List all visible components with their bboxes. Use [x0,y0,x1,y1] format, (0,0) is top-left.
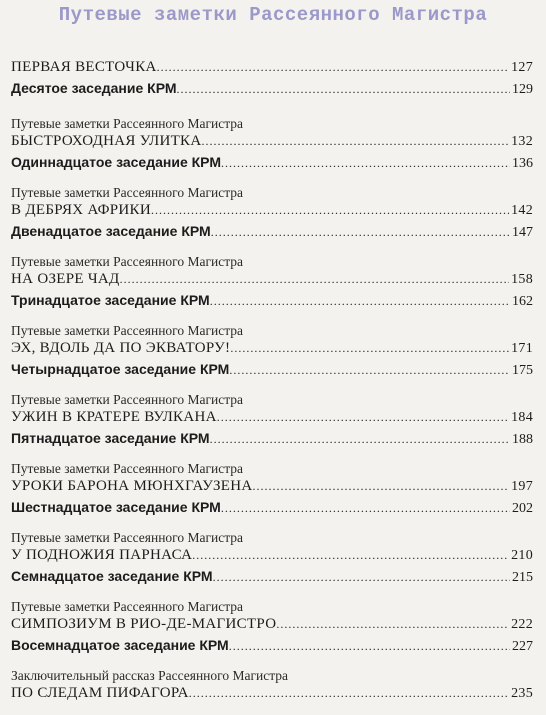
chapter-page-number: 197 [511,479,533,494]
session-title: Тринадцатое заседание КРМ [11,292,210,308]
chapter-row[interactable] [11,683,533,704]
dot-leader [221,498,510,518]
session-title: Шестнадцатое заседание КРМ [11,499,221,515]
chapter-page-number: 222 [511,617,533,632]
chapter-page-number: 142 [511,203,533,218]
session-row[interactable] [11,428,533,450]
session-page-number: 202 [512,501,533,516]
session-row[interactable] [11,221,533,243]
dot-leader [221,153,510,173]
session-title: Восемнадцатое заседание КРМ [11,637,229,653]
toc-entry [11,668,533,704]
chapter-row[interactable] [11,407,533,428]
dot-leader [210,291,510,311]
chapter-row[interactable] [11,476,533,497]
dot-leader [151,200,509,220]
session-page-number: 147 [512,225,533,240]
chapter-title: НА ОЗЕРЕ ЧАД [11,271,120,287]
session-page-number: 162 [512,294,533,309]
dot-leader [177,79,510,99]
chapter-title: В ДЕБРЯХ АФРИКИ [11,202,151,218]
chapter-title: ПЕРВАЯ ВЕСТОЧКА [11,59,157,75]
session-title: Одиннадцатое заседание КРМ [11,154,221,170]
session-title: Четырнадцатое заседание КРМ [11,361,230,377]
chapter-page-number: 235 [511,686,533,701]
chapter-title: ЭХ, ВДОЛЬ ДА ПО ЭКВАТОРУ! [11,340,231,356]
toc-subtitle: Путевые заметки Рассеянного Магистра [11,185,244,200]
dot-leader [189,683,509,703]
dot-leader [192,545,509,565]
chapter-page-number: 210 [511,548,533,563]
toc-subtitle: Путевые заметки Рассеянного Магистра [11,116,244,131]
session-page-number: 175 [512,363,533,378]
chapter-page-number: 184 [511,410,533,425]
chapter-title: УРОКИ БАРОНА МЮНХГАУЗЕНА [11,478,253,494]
chapter-page-number: 132 [511,134,533,149]
session-row[interactable] [11,635,533,657]
session-page-number: 136 [512,156,533,171]
session-page-number: 188 [512,432,533,447]
dot-leader [120,269,510,289]
session-row[interactable] [11,566,533,588]
session-title: Десятое заседание КРМ [11,80,177,96]
dot-leader [229,360,510,380]
session-title: Пятнадцатое заседание КРМ [11,430,210,446]
session-row[interactable] [11,359,533,381]
chapter-page-number: 171 [511,341,533,356]
dot-leader [202,131,510,151]
dot-leader [230,338,509,358]
toc-subtitle: Путевые заметки Рассеянного Магистра [11,323,244,338]
toc-entry [11,323,533,381]
chapter-row[interactable] [11,338,533,359]
session-row[interactable] [11,152,533,174]
session-row[interactable] [11,78,533,100]
chapter-title: СИМПОЗИУМ В РИО-ДЕ-МАГИСТРО [11,616,277,632]
toc-entry [11,599,533,657]
toc-entry [11,461,533,519]
chapter-title: УЖИН В КРАТЕРЕ ВУЛКАНА [11,409,217,425]
chapter-row[interactable] [11,614,533,635]
toc-subtitle: Путевые заметки Рассеянного Магистра [11,599,244,614]
dot-leader [229,636,510,656]
toc-entry [11,57,533,100]
session-row[interactable] [11,290,533,312]
running-header: Путевые заметки Рассеянного Магистра [58,4,488,26]
dot-leader [253,476,510,496]
chapter-row[interactable] [11,269,533,290]
dot-leader [210,429,510,449]
toc-subtitle: Путевые заметки Рассеянного Магистра [11,461,244,476]
chapter-page-number: 158 [511,272,533,287]
dot-leader [217,407,509,427]
chapter-title: ПО СЛЕДАМ ПИФАГОРА [11,685,189,701]
session-title: Семнадцатое заседание КРМ [11,568,213,584]
session-row[interactable] [11,497,533,519]
session-page-number: 215 [512,570,533,585]
dot-leader [276,614,509,634]
toc-subtitle: Путевые заметки Рассеянного Магистра [11,254,244,269]
session-page-number: 227 [512,639,533,654]
session-title: Двенадцатое заседание КРМ [11,223,211,239]
toc-subtitle: Путевые заметки Рассеянного Магистра [11,392,244,407]
dot-leader [211,222,510,242]
dot-leader [157,57,509,77]
chapter-row[interactable] [11,200,533,221]
chapter-row[interactable] [11,545,533,566]
table-of-contents [11,57,533,715]
chapter-title: У ПОДНОЖИЯ ПАРНАСА [11,547,193,563]
chapter-row[interactable] [11,57,533,78]
chapter-page-number: 127 [511,60,533,75]
toc-entry [11,116,533,174]
toc-entry [11,254,533,312]
chapter-row[interactable] [11,131,533,152]
toc-entry [11,530,533,588]
toc-entry [11,185,533,243]
toc-entry [11,392,533,450]
chapter-title: БЫСТРОХОДНАЯ УЛИТКА [11,133,202,149]
session-page-number: 129 [512,82,533,97]
dot-leader [213,567,510,587]
toc-subtitle: Заключительный рассказ Рассеянного Магистра [11,668,289,683]
toc-subtitle: Путевые заметки Рассеянного Магистра [11,530,244,545]
